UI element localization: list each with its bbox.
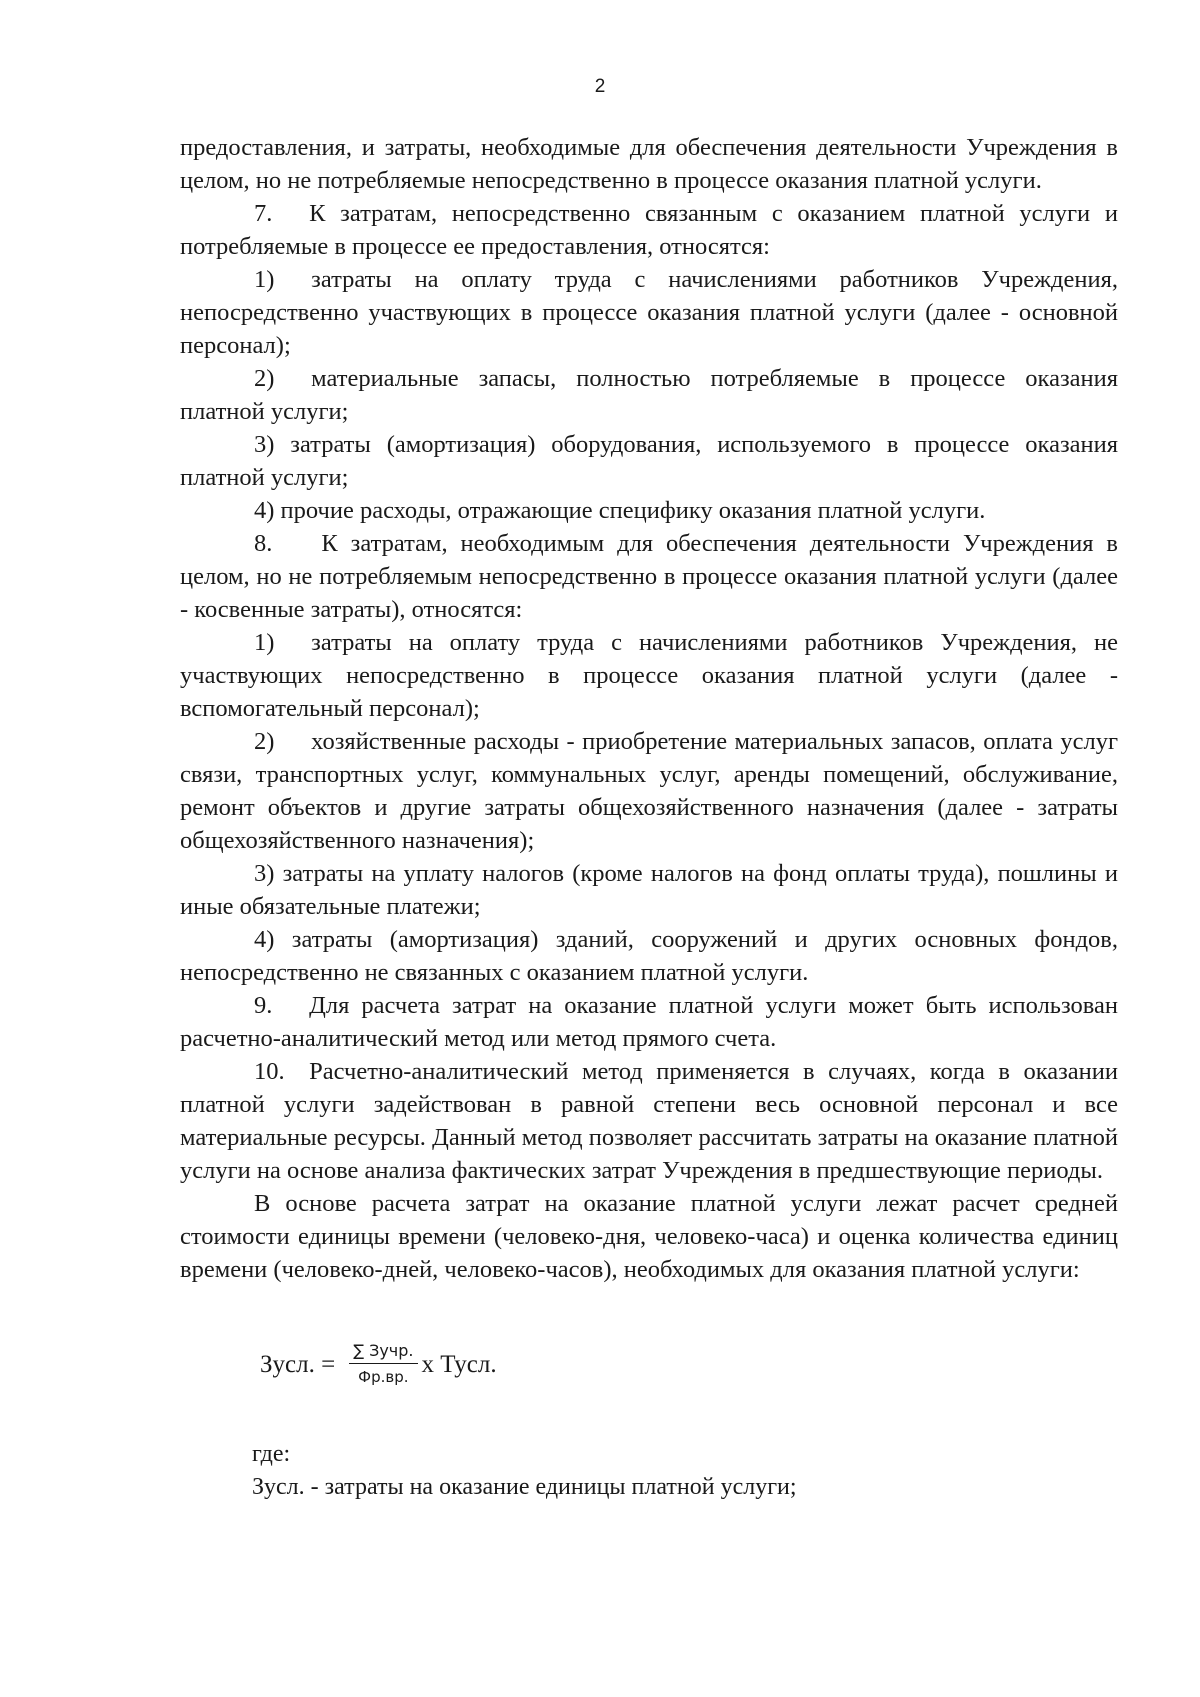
formula-rhs: х Тусл. [421, 1350, 497, 1378]
paragraph-item-7-2: 2) материальные запасы, полностью потребляемые в процессе оказания платной услуги; [180, 365, 1118, 425]
formula-denominator: Фр.вр. [358, 1367, 409, 1386]
paragraph-item-8-1: 1) затраты на оплату труда с начислениями работников Учреждения, не участвующих непосредственно в процессе оказания платной услуги (далее - вспомогательный персонал); [180, 629, 1118, 722]
paragraph-item-8-4: 4) затраты (амортизация) зданий, сооружений и других основных фондов, непосредственно не связанных с оказанием платной услуги. [180, 926, 1118, 986]
document-body [180, 131, 1118, 1504]
formula-fraction [349, 1341, 417, 1388]
cost-formula [260, 1334, 1118, 1394]
formula-numerator: ∑ Зучр. [349, 1341, 417, 1364]
paragraph-item-8: 8. К затратам, необходимым для обеспечения деятельности Учреждения в целом, но не потребляемым непосредственно в процессе оказания платной услуги (далее - косвенные затраты), относятся: [180, 530, 1118, 623]
paragraph-item-10: 10. Расчетно-аналитический метод применяется в случаях, когда в оказании платной услуги задействован в равной степени весь основной персонал и все материальные ресурсы. Данный метод позволяет рассчитать затраты на оказание платной услуги на основе анализа фактических затрат Учреждения в предшествующие периоды. [180, 1058, 1118, 1184]
paragraph-item-7: 7. К затратам, непосредственно связанным с оказанием платной услуги и потребляемые в процессе ее предоставления, относятся: [180, 200, 1118, 260]
paragraph-calculation-basis: В основе расчета затрат на оказание платной услуги лежат расчет средней стоимости единицы времени (человеко-дня, человеко-часа) и оценка количества единиц времени (человеко-дней, человеко-часов), необходимых для оказания платной услуги: [180, 1190, 1118, 1283]
page-number: 2 [594, 76, 606, 97]
paragraph-continuation: предоставления, и затраты, необходимые для обеспечения деятельности Учреждения в целом, но не потребляемые непосредственно в процессе оказания платной услуги. [180, 134, 1118, 194]
definition-zusl: Зусл. - затраты на оказание единицы платной услуги; [252, 1474, 797, 1500]
paragraph-item-7-1: 1) затраты на оплату труда с начислениями работников Учреждения, непосредственно участвующих в процессе оказания платной услуги (далее - основной персонал); [180, 266, 1118, 359]
where-label: где: [252, 1441, 291, 1467]
paragraph-item-7-4: 4) прочие расходы, отражающие специфику оказания платной услуги. [254, 497, 986, 524]
formula-lhs: Зусл. = [260, 1350, 336, 1378]
paragraph-item-9: 9. Для расчета затрат на оказание платной услуги может быть использован расчетно-аналитический метод или метод прямого счета. [180, 992, 1118, 1052]
paragraph-item-8-3: 3) затраты на уплату налогов (кроме налогов на фонд оплаты труда), пошлины и иные обязательные платежи; [180, 860, 1118, 920]
paragraph-item-8-2: 2) хозяйственные расходы - приобретение материальных запасов, оплата услуг связи, транспортных услуг, коммунальных услуг, аренды помещений, обслуживание, ремонт объектов и другие затраты общехозяйственного назначения (далее - затраты общехозяйственного назначения); [180, 728, 1118, 854]
paragraph-item-7-3: 3) затраты (амортизация) оборудования, используемого в процессе оказания платной услуги; [180, 431, 1118, 491]
